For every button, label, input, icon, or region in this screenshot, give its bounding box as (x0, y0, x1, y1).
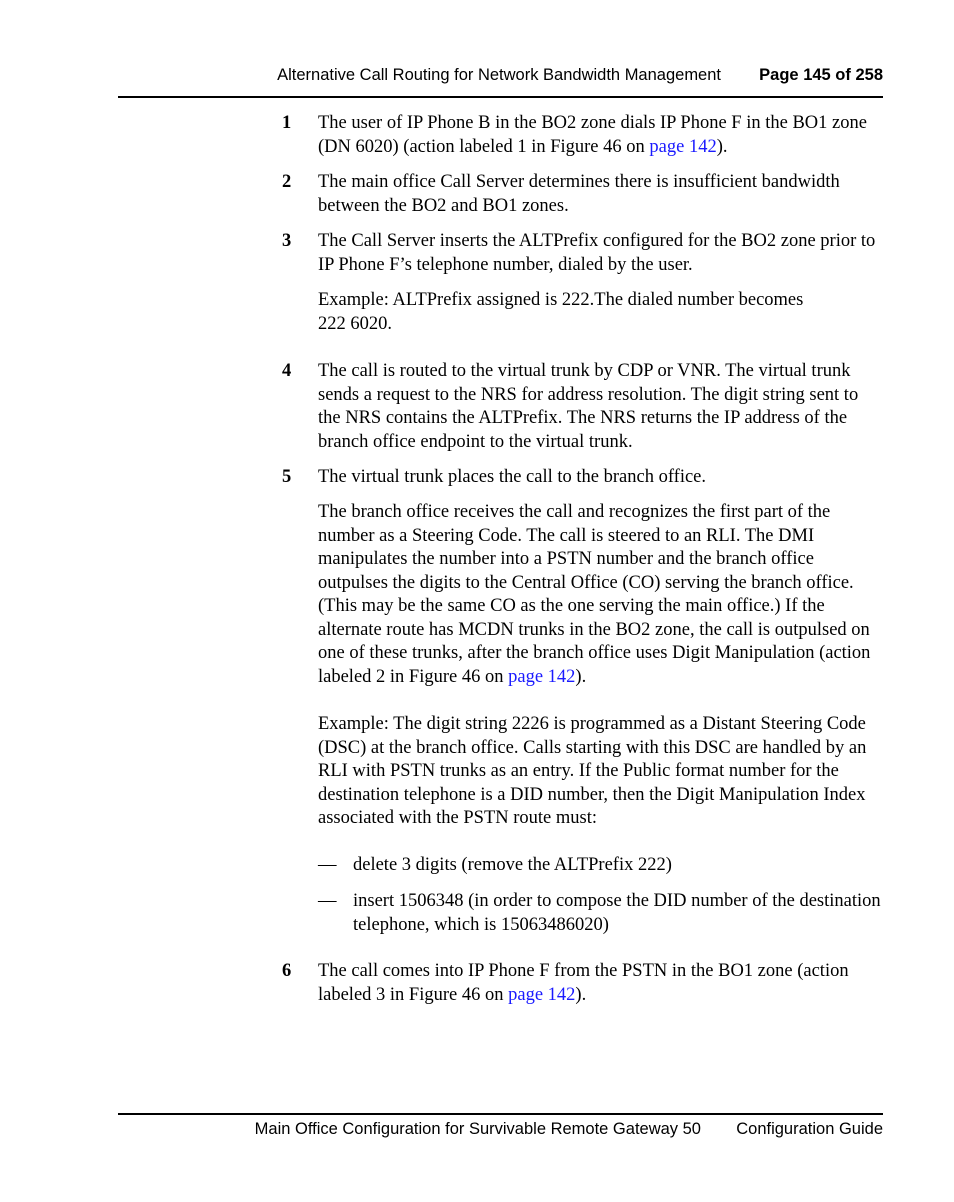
step-number: 6 (282, 961, 292, 981)
page-link[interactable]: page 142 (508, 984, 576, 1005)
step-5-example: Example: The digit string 2226 is programmed as a Distant Steering Code (DSC) at the branch office. Calls starting with this DSC are handled by an RLI with PSTN trunks as an entry. If the Public format number for the destination telephone is a DID number, then the Digit Manipulation Index associated with the PSTN route must: (318, 714, 867, 828)
page-link[interactable]: page 142 (649, 136, 717, 157)
page-link[interactable]: page 142 (508, 666, 576, 687)
step-text: The Call Server inserts the ALTPrefix configured for the BO2 zone prior to IP Phone F’s telephone number, dialed by the user. (318, 231, 876, 275)
footer-guide-type: Configuration Guide (736, 1120, 883, 1138)
step-number: 3 (282, 231, 292, 251)
step-number: 2 (282, 172, 292, 192)
step-3-example: Example: ALTPrefix assigned is 222.The dialed number becomes 222 6020. (318, 290, 804, 334)
header-title: Alternative Call Routing for Network Bandwidth Management (277, 66, 721, 84)
step-text: The call comes into IP Phone F from the PSTN in the BO1 zone (action labeled 3 in Figure 46 on page 142). (318, 961, 849, 1005)
step-text: The user of IP Phone B in the BO2 zone dials IP Phone F in the BO1 zone (DN 6020) (action labeled 1 in Figure 46 on page 142). (318, 113, 867, 157)
page-number: Page 145 of 258 (759, 66, 883, 84)
dash-item-text: insert 1506348 (in order to compose the DID number of the destination telephone, which is 15063486020) (353, 891, 881, 935)
step-text: The call is routed to the virtual trunk by CDP or VNR. The virtual trunk sends a request to the NRS for address resolution. The digit string sent to the NRS contains the ALTPrefix. The NRS returns the IP address of the branch office endpoint to the virtual trunk. (318, 361, 859, 452)
page-footer (118, 1113, 883, 1145)
em-dash-bullet: — (318, 855, 337, 875)
step-text: The main office Call Server determines there is insufficient bandwidth between the BO2 and BO1 zones. (318, 172, 840, 216)
step-5-description: The branch office receives the call and recognizes the first part of the number as a Steering Code. The call is steered to an RLI. The DMI manipulates the number into a PSTN number and the branch office outpulses the digits to the Central Office (CO) serving the branch office. (This may be the same CO as the one serving the main office.) If the alternate route has MCDN trunks in the BO2 zone, the call is outpulsed on one of these trunks, after the branch office uses Digit Manipulation (action labeled 2 in Figure 46 on page 142). (318, 502, 871, 687)
em-dash-bullet: — (318, 891, 337, 911)
step-number: 5 (282, 467, 292, 487)
step-number: 4 (282, 361, 292, 381)
footer-document-title: Main Office Configuration for Survivable Remote Gateway 50 (254, 1120, 701, 1138)
dash-item-text: delete 3 digits (remove the ALTPrefix 222) (353, 855, 672, 875)
step-text: The virtual trunk places the call to the branch office. (318, 467, 707, 487)
page-header (118, 64, 883, 98)
step-number: 1 (282, 113, 292, 133)
